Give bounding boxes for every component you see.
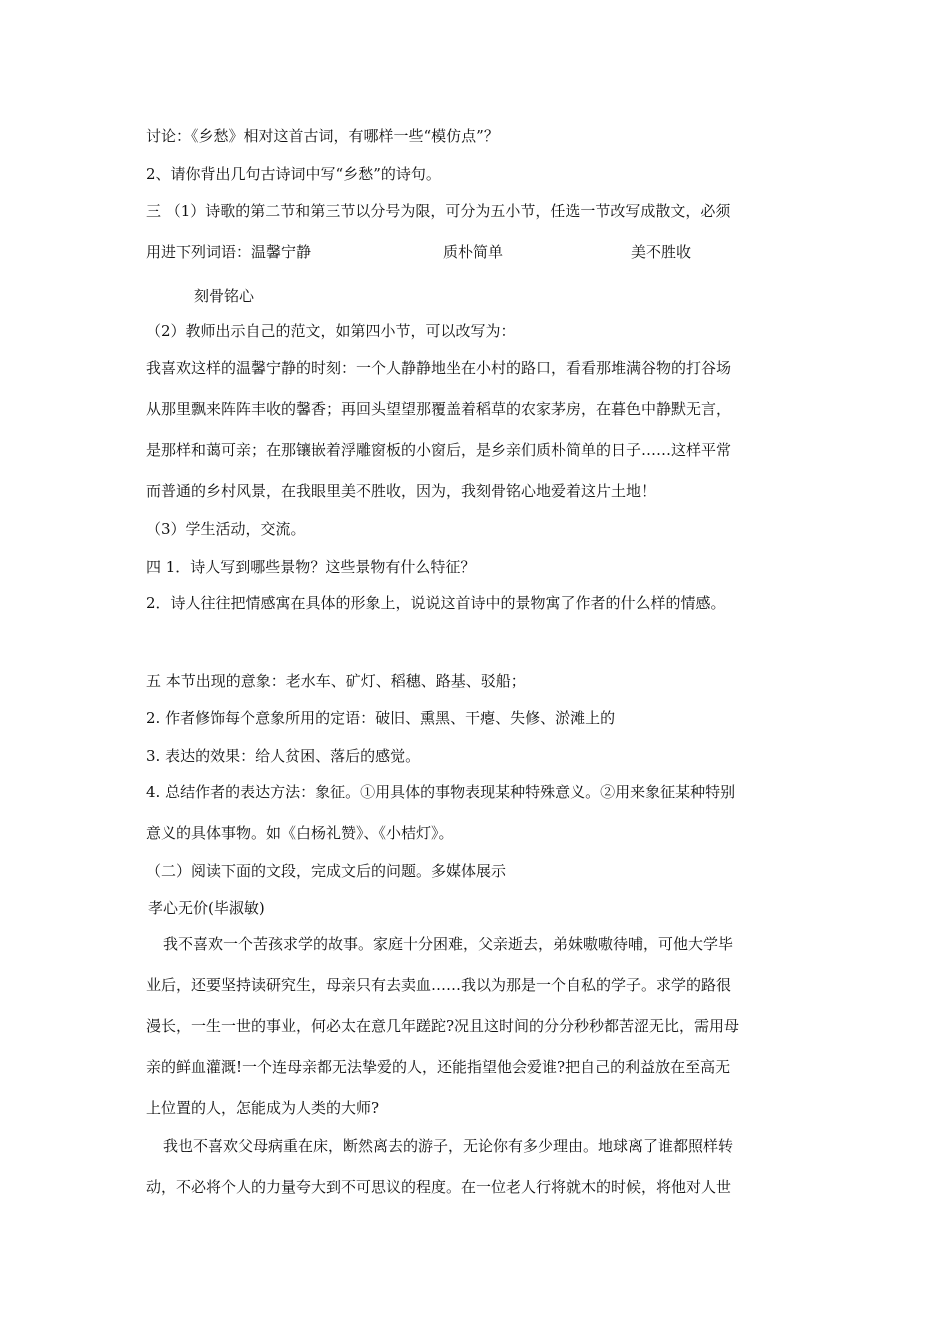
vocab-word: 质朴简单 — [443, 243, 504, 261]
paragraph-line: 漫长，一生一世的事业，何必太在意几年蹉跎?况且这时间的分分秒秒都苦涩无比，需用母 — [146, 1017, 740, 1035]
text-line: 四 1．诗人写到哪些景物？这些景物有什么特征？ — [146, 558, 476, 576]
paragraph-line: 亲的鲜血灌溉!一个连母亲都无法挚爱的人，还能指望他会爱谁?把自己的利益放在至高无 — [146, 1058, 731, 1076]
text-line: 我喜欢这样的温馨宁静的时刻：一个人静静地坐在小村的路口，看看那堆满谷物的打谷场 — [146, 359, 732, 377]
paragraph-line: 我也不喜欢父母病重在床，断然离去的游子，无论你有多少理由。地球离了谁都照样转 — [163, 1137, 734, 1155]
vocab-word: 美不胜收 — [631, 243, 692, 261]
vocab-word: 温馨宁静 — [251, 243, 312, 261]
paragraph-line: 动，不必将个人的力量夸大到不可思议的程度。在一位老人行将就木的时候，将他对人世 — [146, 1178, 732, 1196]
text-line: 意义的具体事物。如《白杨礼赞》、《小桔灯》。 — [146, 824, 454, 842]
text-line: 五 本节出现的意象：老水车、矿灯、稻穗、路基、驳船； — [146, 672, 526, 690]
vocab-word: 刻骨铭心 — [194, 287, 255, 305]
text-line: 三 （1）诗歌的第二节和第三节以分号为限，可分为五小节，任选一节改写成散文，必须 — [146, 202, 731, 220]
text-line: 讨论：《乡愁》相对这首古词，有哪样一些“模仿点”？ — [146, 127, 499, 145]
paragraph-line: 上位置的人，怎能成为人类的大师? — [146, 1099, 380, 1117]
text-line: 2．诗人往往把情感寓在具体的形象上，说说这首诗中的景物寓了作者的什么样的情感。 — [146, 594, 726, 612]
paragraph-line: 我不喜欢一个苦孩求学的故事。家庭十分困难，父亲逝去，弟妹嗷嗷待哺，可他大学毕 — [163, 935, 734, 953]
paragraph-line: 业后，还要坚持读研究生，母亲只有去卖血……我以为那是一个自私的学子。求学的路很 — [146, 976, 732, 994]
text-line: 从那里飘来阵阵丰收的馨香；再回头望望那覆盖着稻草的农家茅房，在暮色中静默无言， — [146, 400, 732, 418]
text-line: 是那样和蔼可亲；在那镶嵌着浮雕窗板的小窗后，是乡亲们质朴简单的日子……这样平常 — [146, 441, 732, 459]
text-line: 2、请你背出几句古诗词中写“乡愁”的诗句。 — [146, 165, 441, 183]
text-line-lead: 用进下列词语： — [146, 243, 252, 261]
text-line: （3）学生活动，交流。 — [146, 520, 306, 538]
text-line: 而普通的乡村风景，在我眼里美不胜收，因为，我刻骨铭心地爱着这片土地！ — [146, 482, 657, 500]
text-line: （2）教师出示自己的范文，如第四小节，可以改写为： — [146, 322, 516, 340]
text-line — [146, 242, 691, 262]
text-line: 2. 作者修饰每个意象所用的定语：破旧、熏黑、干瘪、失修、淤滩上的 — [146, 709, 616, 727]
text-line: （二）阅读下面的文段，完成文后的问题。多媒体展示 — [146, 862, 507, 880]
text-line: 4. 总结作者的表达方法：象征。①用具体的事物表现某种特殊意义。②用来象征某种特别 — [146, 783, 736, 801]
text-line: 3. 表达的效果：给人贫困、落后的感觉。 — [146, 747, 421, 765]
article-title: 孝心无价(毕淑敏) — [148, 899, 265, 917]
